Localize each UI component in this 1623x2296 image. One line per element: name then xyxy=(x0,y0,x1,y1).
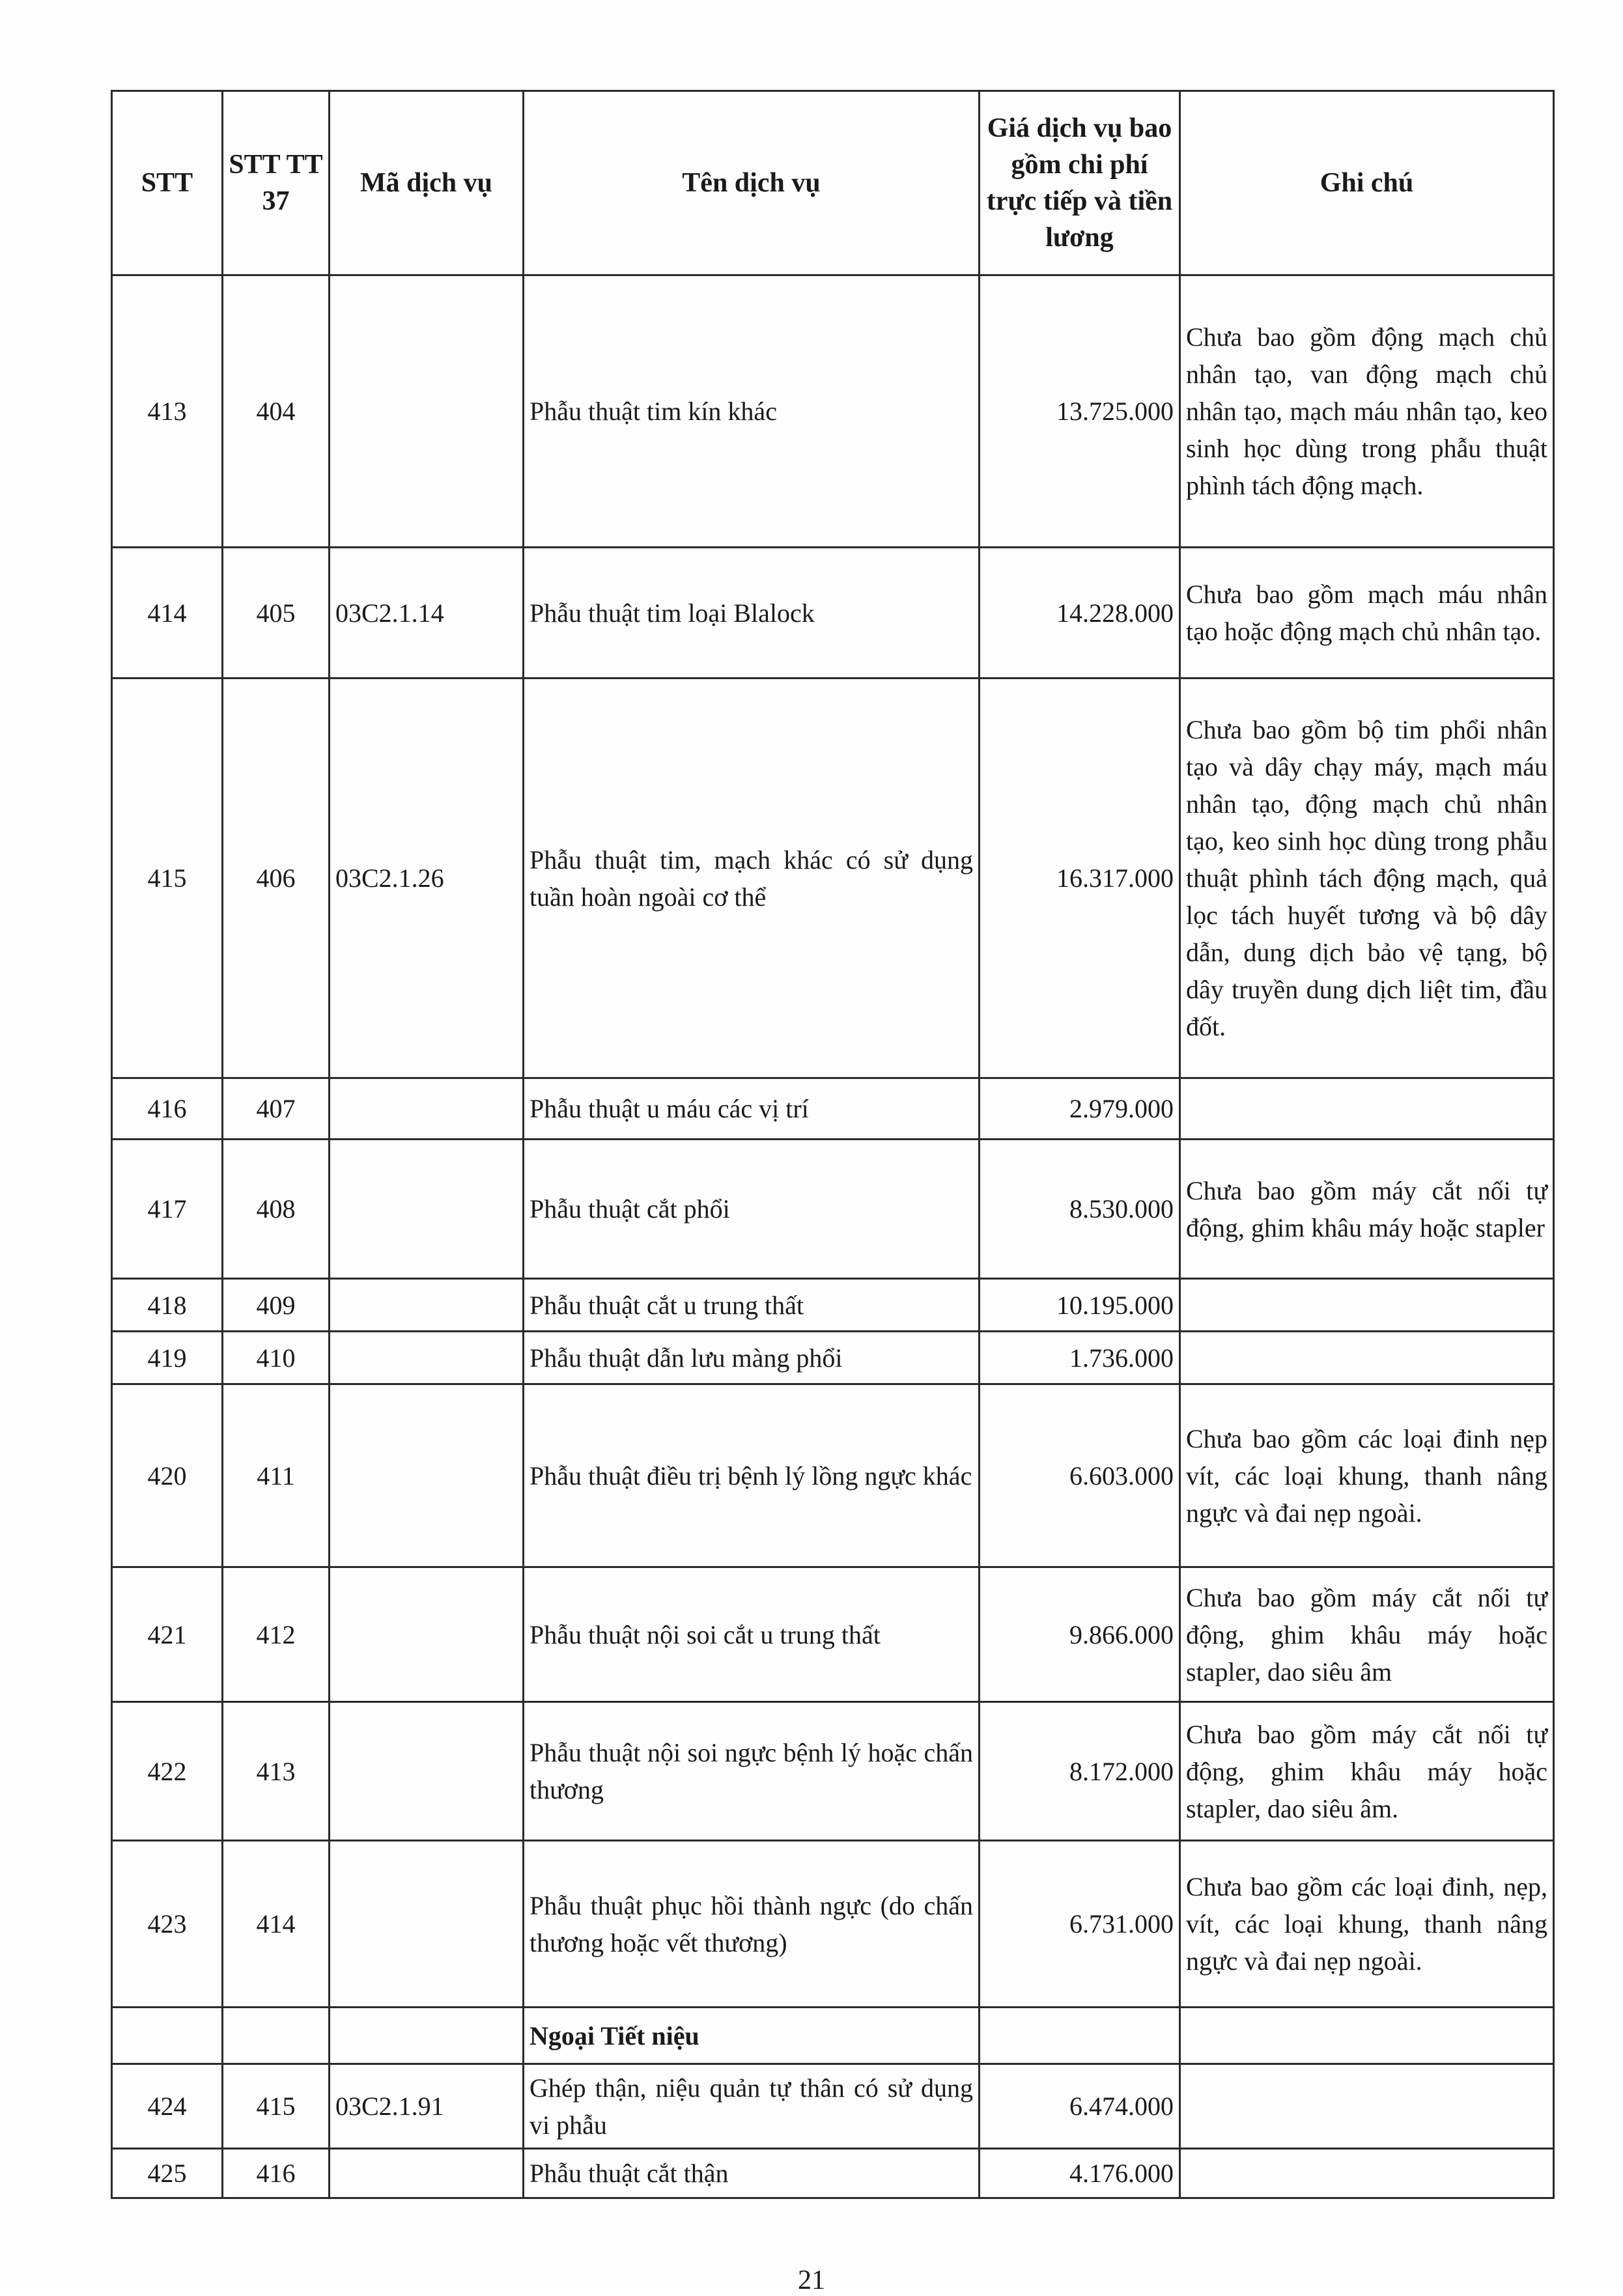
cell-service-name: Ghép thận, niệu quản tự thân có sử dụng vi phẫu xyxy=(524,2064,980,2149)
cell-service-code xyxy=(330,1702,524,1841)
cell-price: 13.725.000 xyxy=(980,275,1180,548)
cell-stt-tt37: 406 xyxy=(223,679,330,1078)
cell-stt: 423 xyxy=(112,1841,223,2008)
cell-stt-tt37: 404 xyxy=(223,275,330,548)
cell-price: 8.172.000 xyxy=(980,1702,1180,1841)
cell-service-code xyxy=(330,1384,524,1567)
cell-service-name: Phẫu thuật phục hồi thành ngực (do chấn thương hoặc vết thương) xyxy=(524,1841,980,2008)
cell-stt-tt37: 411 xyxy=(223,1384,330,1567)
cell-stt: 416 xyxy=(112,1078,223,1140)
header-stt-tt37: STT TT 37 xyxy=(223,91,330,275)
cell-service-code xyxy=(330,1078,524,1140)
cell-service-code xyxy=(330,1140,524,1279)
cell-note xyxy=(1180,1279,1554,1332)
cell-price: 2.979.000 xyxy=(980,1078,1180,1140)
cell-empty xyxy=(980,2008,1180,2064)
cell-stt-tt37: 412 xyxy=(223,1567,330,1702)
cell-stt: 424 xyxy=(112,2064,223,2149)
cell-note xyxy=(1180,1332,1554,1384)
cell-price: 10.195.000 xyxy=(980,1279,1180,1332)
cell-service-code xyxy=(330,1332,524,1384)
cell-stt-tt37: 413 xyxy=(223,1702,330,1841)
cell-service-name: Phẫu thuật cắt u trung thất xyxy=(524,1279,980,1332)
cell-service-name: Phẫu thuật nội soi ngực bệnh lý hoặc chấn thương xyxy=(524,1702,980,1841)
cell-service-name: Phẫu thuật u máu các vị trí xyxy=(524,1078,980,1140)
cell-stt: 413 xyxy=(112,275,223,548)
header-service-code: Mã dịch vụ xyxy=(330,91,524,275)
cell-note xyxy=(1180,2149,1554,2198)
cell-stt-tt37: 416 xyxy=(223,2149,330,2198)
cell-service-code: 03C2.1.14 xyxy=(330,548,524,679)
cell-price: 6.603.000 xyxy=(980,1384,1180,1567)
header-price: Giá dịch vụ bao gồm chi phí trực tiếp và tiền lương xyxy=(980,91,1180,275)
service-price-table xyxy=(111,90,1555,2199)
cell-price: 4.176.000 xyxy=(980,2149,1180,2198)
table-header-row xyxy=(112,91,1554,275)
cell-empty xyxy=(223,2008,330,2064)
cell-service-name: Phẫu thuật dẫn lưu màng phổi xyxy=(524,1332,980,1384)
cell-stt-tt37: 405 xyxy=(223,548,330,679)
cell-service-name: Phẫu thuật tim kín khác xyxy=(524,275,980,548)
cell-stt: 422 xyxy=(112,1702,223,1841)
cell-stt-tt37: 408 xyxy=(223,1140,330,1279)
cell-note: Chưa bao gồm máy cắt nối tự động, ghim khâu máy hoặc stapler, dao siêu âm. xyxy=(1180,1702,1554,1841)
cell-note: Chưa bao gồm bộ tim phổi nhân tạo và dây chạy máy, mạch máu nhân tạo, động mạch chủ nhân tạo, keo sinh học dùng trong phẫu thuật phình tách động mạch, quả lọc tách huyết tương và bộ dây dẫn, dung dịch bảo vệ tạng, bộ dây truyền dung dịch liệt tim, đầu đốt. xyxy=(1180,679,1554,1078)
cell-price: 9.866.000 xyxy=(980,1567,1180,1702)
cell-note: Chưa bao gồm máy cắt nối tự động, ghim khâu máy hoặc stapler, dao siêu âm xyxy=(1180,1567,1554,1702)
cell-service-name: Phẫu thuật tim loại Blalock xyxy=(524,548,980,679)
table-row xyxy=(112,2149,1554,2198)
header-stt: STT xyxy=(112,91,223,275)
cell-service-code xyxy=(330,275,524,548)
cell-stt: 421 xyxy=(112,1567,223,1702)
table-row xyxy=(112,1384,1554,1567)
cell-price: 16.317.000 xyxy=(980,679,1180,1078)
cell-note: Chưa bao gồm mạch máu nhân tạo hoặc động mạch chủ nhân tạo. xyxy=(1180,548,1554,679)
cell-empty xyxy=(112,2008,223,2064)
table-row xyxy=(112,1140,1554,1279)
cell-service-name: Phẫu thuật cắt phổi xyxy=(524,1140,980,1279)
table-row xyxy=(112,1841,1554,2008)
cell-note: Chưa bao gồm các loại đinh, nẹp, vít, các loại khung, thanh nâng ngực và đai nẹp ngoài. xyxy=(1180,1841,1554,2008)
cell-service-code xyxy=(330,1279,524,1332)
section-title: Ngoại Tiết niệu xyxy=(524,2008,980,2064)
cell-service-code xyxy=(330,1567,524,1702)
section-row xyxy=(112,2008,1554,2064)
table-row xyxy=(112,1567,1554,1702)
cell-stt: 420 xyxy=(112,1384,223,1567)
cell-stt: 415 xyxy=(112,679,223,1078)
cell-service-code xyxy=(330,2149,524,2198)
cell-price: 14.228.000 xyxy=(980,548,1180,679)
table-row xyxy=(112,2064,1554,2149)
cell-empty xyxy=(1180,2008,1554,2064)
cell-service-name: Phẫu thuật tim, mạch khác có sử dụng tuần hoàn ngoài cơ thể xyxy=(524,679,980,1078)
header-note: Ghi chú xyxy=(1180,91,1554,275)
cell-service-code: 03C2.1.26 xyxy=(330,679,524,1078)
page-number: 21 xyxy=(798,2265,825,2295)
cell-price: 1.736.000 xyxy=(980,1332,1180,1384)
cell-note: Chưa bao gồm động mạch chủ nhân tạo, van động mạch chủ nhân tạo, mạch máu nhân tạo, keo sinh học dùng trong phẫu thuật phình tách động mạch. xyxy=(1180,275,1554,548)
cell-stt: 417 xyxy=(112,1140,223,1279)
cell-note: Chưa bao gồm máy cắt nối tự động, ghim khâu máy hoặc stapler xyxy=(1180,1140,1554,1279)
cell-service-name: Phẫu thuật điều trị bệnh lý lồng ngực khác xyxy=(524,1384,980,1567)
cell-stt-tt37: 407 xyxy=(223,1078,330,1140)
cell-note xyxy=(1180,2064,1554,2149)
table-row xyxy=(112,1078,1554,1140)
cell-note xyxy=(1180,1078,1554,1140)
header-service-name: Tên dịch vụ xyxy=(524,91,980,275)
cell-stt: 414 xyxy=(112,548,223,679)
cell-empty xyxy=(330,2008,524,2064)
table-row xyxy=(112,1332,1554,1384)
cell-stt: 425 xyxy=(112,2149,223,2198)
table-row xyxy=(112,679,1554,1078)
table-row xyxy=(112,1279,1554,1332)
cell-price: 6.731.000 xyxy=(980,1841,1180,2008)
cell-service-code: 03C2.1.91 xyxy=(330,2064,524,2149)
cell-stt-tt37: 414 xyxy=(223,1841,330,2008)
cell-stt: 419 xyxy=(112,1332,223,1384)
table-row xyxy=(112,275,1554,548)
cell-note: Chưa bao gồm các loại đinh nẹp vít, các loại khung, thanh nâng ngực và đai nẹp ngoài. xyxy=(1180,1384,1554,1567)
table-row xyxy=(112,548,1554,679)
table-row xyxy=(112,1702,1554,1841)
cell-stt-tt37: 409 xyxy=(223,1279,330,1332)
cell-price: 6.474.000 xyxy=(980,2064,1180,2149)
cell-service-code xyxy=(330,1841,524,2008)
cell-service-name: Phẫu thuật cắt thận xyxy=(524,2149,980,2198)
cell-service-name: Phẫu thuật nội soi cắt u trung thất xyxy=(524,1567,980,1702)
cell-stt-tt37: 410 xyxy=(223,1332,330,1384)
cell-stt-tt37: 415 xyxy=(223,2064,330,2149)
cell-stt: 418 xyxy=(112,1279,223,1332)
cell-price: 8.530.000 xyxy=(980,1140,1180,1279)
